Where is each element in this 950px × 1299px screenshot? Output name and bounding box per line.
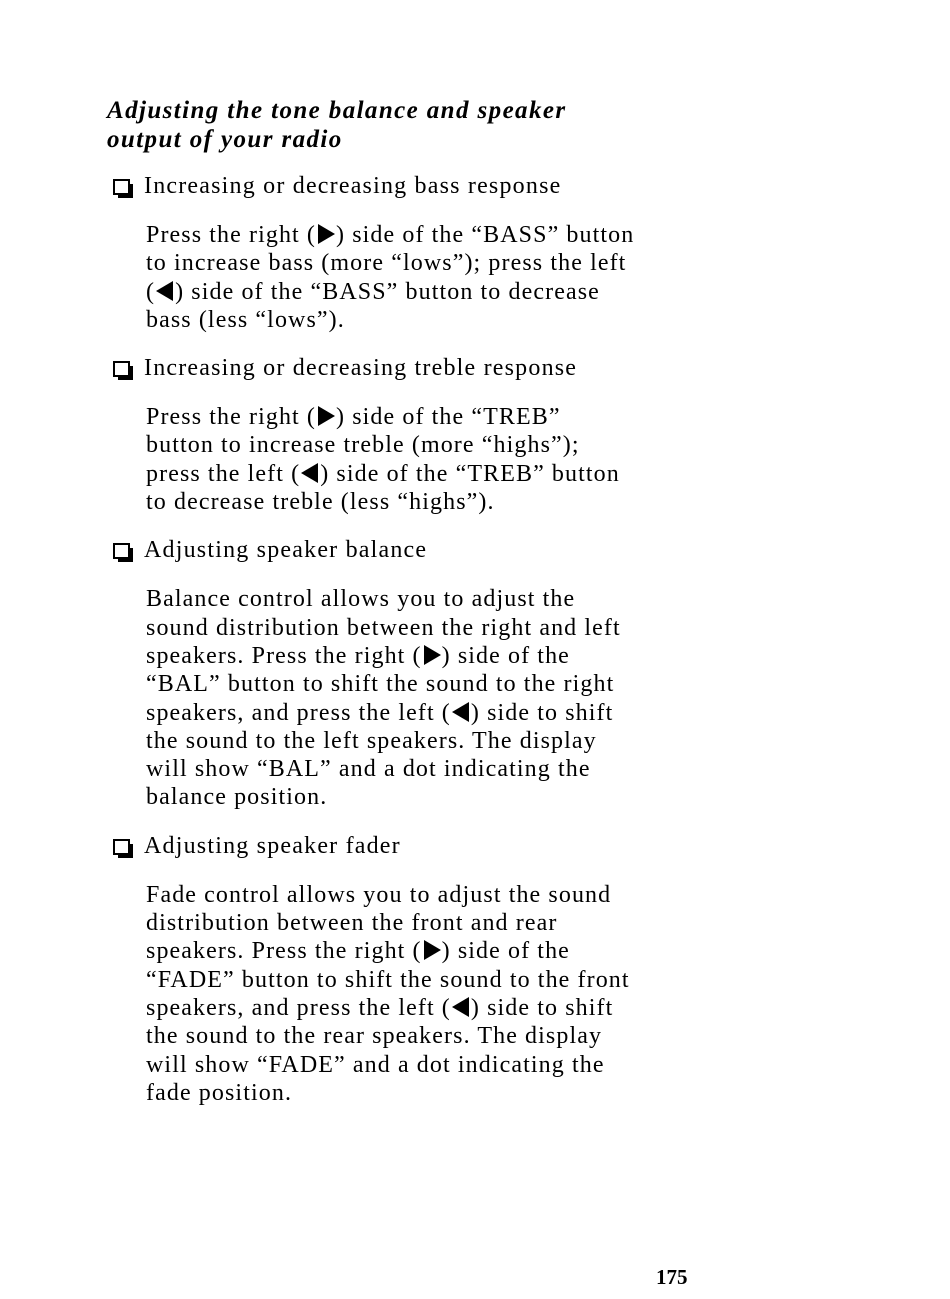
section-heading-text: Increasing or decreasing bass response [144,173,562,199]
body-text: “FADE” button to shift the sound to the front [146,966,630,993]
instruction-section [113,832,733,1107]
body-text: ) side of the [441,938,570,965]
body-text: will show “BAL” and a dot indicating the [146,756,591,783]
body-text: Press the right ( [146,404,317,431]
body-text: ) side to shift [470,994,614,1021]
body-line [146,727,733,755]
body-line [146,881,733,909]
section-heading [113,832,733,861]
page-title [107,96,727,154]
body-line [146,460,733,488]
body-text: ) side of the “TREB” button [320,460,620,487]
section-heading-text: Increasing or decreasing treble response [144,355,578,382]
section-heading-text: Adjusting speaker fader [144,832,401,859]
body-line [146,306,733,334]
body-text: the sound to the rear speakers. The display [146,1023,603,1050]
section-body [146,585,733,811]
right-arrow-icon [422,939,442,961]
body-text: ) side of the “BASS” button to decrease [175,278,600,305]
body-line [146,1051,733,1079]
body-text: speakers. Press the right ( [146,938,422,965]
body-line [146,966,733,994]
body-line [146,783,733,811]
body-text: to increase bass (more “lows”); press the left [146,250,627,277]
body-text: button to increase treble (more “highs”); [146,432,580,459]
body-text: fade position. [146,1079,293,1106]
body-text: Press the right ( [146,222,317,248]
instruction-section [113,536,733,811]
body-line [146,1079,733,1107]
body-text: Balance control allows you to adjust the [146,586,576,613]
body-line [146,403,733,431]
body-text: speakers. Press the right ( [146,642,422,669]
body-line [146,249,733,277]
instruction-section [113,172,733,334]
section-heading [113,354,733,383]
body-text: sound distribution between the right and left [146,614,621,641]
body-text: will show “FADE” and a dot indicating the [146,1051,605,1078]
section-heading [113,172,733,201]
body-line [146,642,733,670]
body-line [146,755,733,783]
body-line [146,585,733,613]
body-text: balance position. [146,784,328,811]
body-line [146,1022,733,1050]
left-arrow-icon [451,701,471,723]
section-heading-text: Adjusting speaker balance [144,537,428,564]
body-text: ) side of the “BASS” button [336,222,635,248]
body-text: Fade control allows you to adjust the sound [146,881,612,908]
body-text: press the left ( [146,460,301,487]
body-text: the sound to the left speakers. The display [146,727,597,754]
checkbox-icon [113,361,134,381]
instruction-list [113,172,733,1127]
body-line [146,614,733,642]
body-text: speakers, and press the left ( [146,699,451,726]
body-line [146,994,733,1022]
body-text: ) side of the [441,642,570,669]
title-line: output of your radio [107,126,343,153]
body-line [146,221,733,249]
right-arrow-icon [316,223,336,245]
section-heading [113,536,733,565]
section-body [146,881,733,1107]
body-text: to decrease treble (less “highs”). [146,489,495,516]
checkbox-icon [113,839,134,859]
body-text: ) side to shift [470,699,614,726]
body-line [146,278,733,306]
checkbox-icon [113,543,134,563]
left-arrow-icon [451,996,471,1018]
body-line [146,431,733,459]
left-arrow-icon [155,280,175,302]
body-text: ) side of the “TREB” [336,404,561,431]
section-body [146,221,733,334]
body-line [146,909,733,937]
body-line [146,699,733,727]
title-line: Adjusting the tone balance and speaker [107,97,567,124]
body-text: distribution between the front and rear [146,910,558,937]
body-line [146,937,733,965]
body-text: bass (less “lows”). [146,306,345,333]
left-arrow-icon [300,462,320,484]
checkbox-icon [113,179,134,199]
body-line [146,488,733,516]
page-number: 175 [656,1265,688,1289]
right-arrow-icon [316,405,336,427]
body-line [146,670,733,698]
body-text: “BAL” button to shift the sound to the right [146,671,615,698]
body-text: ( [146,278,156,305]
section-body [146,403,733,516]
right-arrow-icon [422,644,442,666]
instruction-section [113,354,733,516]
body-text: speakers, and press the left ( [146,994,451,1021]
